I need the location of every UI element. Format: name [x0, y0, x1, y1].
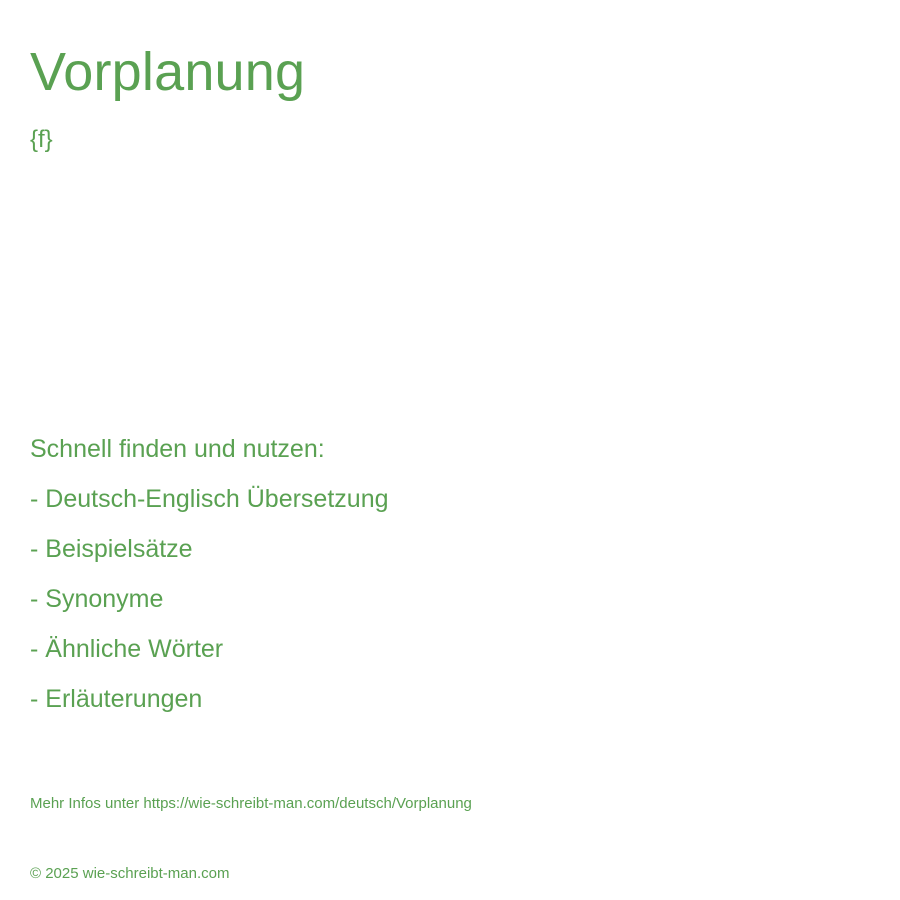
feature-item-explanations: - Erläuterungen [30, 685, 203, 713]
gender-label: {f} [30, 126, 53, 153]
feature-item-synonyms: - Synonyme [30, 585, 164, 613]
feature-item-translation: - Deutsch-Englisch Übersetzung [30, 485, 389, 513]
copyright-text: © 2025 wie-schreibt-man.com [30, 865, 230, 882]
more-info-text: Mehr Infos unter https://wie-schreibt-man.com/deutsch/Vorplanung [30, 795, 472, 812]
feature-heading: Schnell finden und nutzen: [30, 435, 325, 463]
page-title: Vorplanung [30, 42, 306, 102]
feature-item-example-sentences: - Beispielsätze [30, 535, 193, 563]
feature-item-similar-words: - Ähnliche Wörter [30, 635, 224, 663]
feature-list [30, 424, 389, 724]
